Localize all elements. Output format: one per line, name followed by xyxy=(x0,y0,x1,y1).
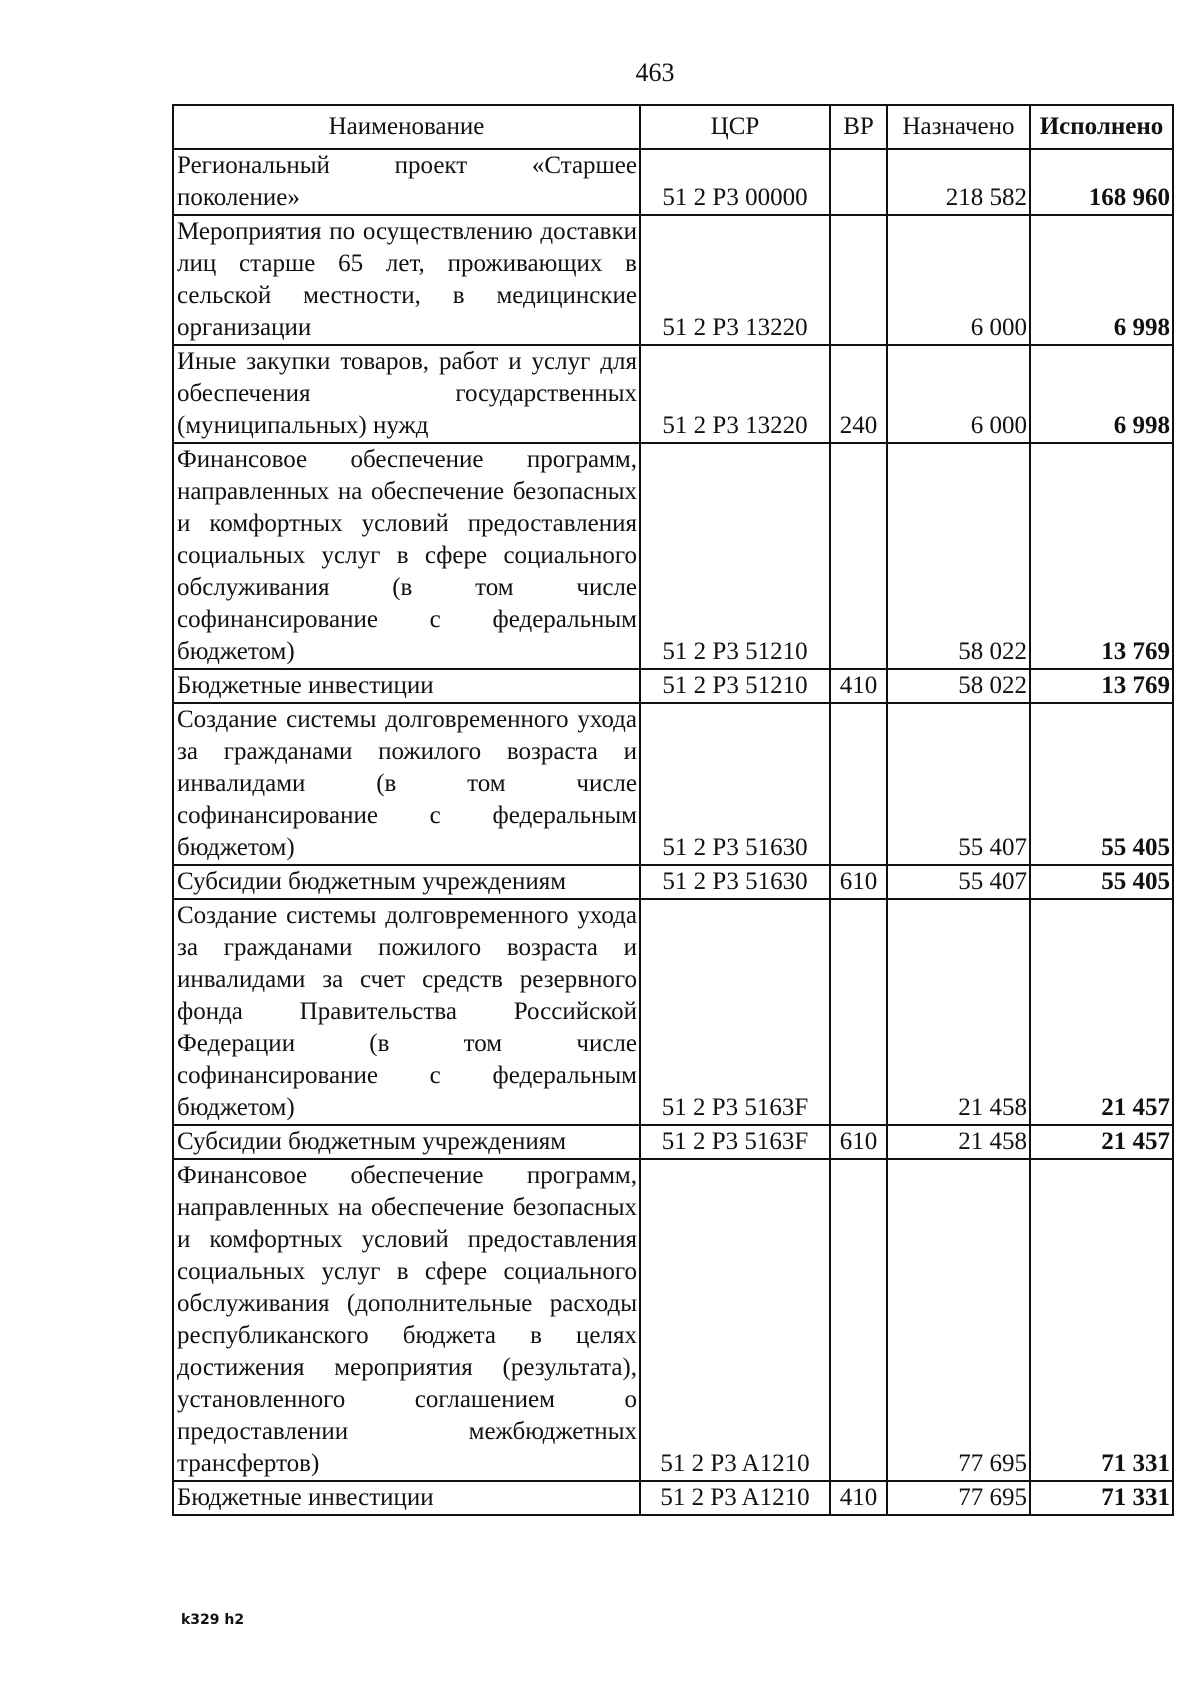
row-csr: 51 2 P3 00000 xyxy=(640,149,830,215)
footer-code: k329 h2 xyxy=(181,1612,245,1628)
row-csr: 51 2 P3 A1210 xyxy=(640,1159,830,1481)
table-row xyxy=(173,1481,1173,1515)
row-executed: 21 457 xyxy=(1030,899,1173,1125)
row-csr: 51 2 P3 13220 xyxy=(640,345,830,443)
row-planned: 58 022 xyxy=(887,669,1030,703)
row-planned: 55 407 xyxy=(887,865,1030,899)
row-executed: 55 405 xyxy=(1030,865,1173,899)
row-vr xyxy=(830,899,887,1125)
table-row xyxy=(173,899,1173,1125)
table-row xyxy=(173,345,1173,443)
row-executed: 71 331 xyxy=(1030,1159,1173,1481)
table-row xyxy=(173,703,1173,865)
row-name: Создание системы долговременного ухода за гражданами пожилого возраста и инвалидами (в том числе софинансирование с федеральным бюджетом) xyxy=(173,703,640,865)
row-csr: 51 2 P3 51210 xyxy=(640,669,830,703)
row-vr xyxy=(830,703,887,865)
row-csr: 51 2 P3 13220 xyxy=(640,215,830,345)
header-executed: Исполнено xyxy=(1030,105,1173,149)
row-executed: 168 960 xyxy=(1030,149,1173,215)
row-vr: 410 xyxy=(830,669,887,703)
row-vr xyxy=(830,215,887,345)
row-name: Финансовое обеспечение программ, направленных на обеспечение безопасных и комфортных условий предоставления социальных услуг в сфере социального обслуживания (в том числе софинансирование с федеральным бюджетом) xyxy=(173,443,640,669)
row-name: Бюджетные инвестиции xyxy=(173,1481,640,1515)
table-row xyxy=(173,1159,1173,1481)
table-header-row xyxy=(173,105,1173,149)
row-vr: 410 xyxy=(830,1481,887,1515)
table-row xyxy=(173,149,1173,215)
row-planned: 77 695 xyxy=(887,1481,1030,1515)
row-name: Субсидии бюджетным учреждениям xyxy=(173,865,640,899)
row-executed: 21 457 xyxy=(1030,1125,1173,1159)
row-planned: 6 000 xyxy=(887,215,1030,345)
row-name: Финансовое обеспечение программ, направленных на обеспечение безопасных и комфортных условий предоставления социальных услуг в сфере социального обслуживания (дополнительные расходы республиканского бюджета в целях достижения мероприятия (результата), установленного соглашением о предоставлении межбюджетных трансфертов) xyxy=(173,1159,640,1481)
row-csr: 51 2 P3 51630 xyxy=(640,865,830,899)
row-executed: 6 998 xyxy=(1030,215,1173,345)
row-planned: 6 000 xyxy=(887,345,1030,443)
row-name: Региональный проект «Старшее поколение» xyxy=(173,149,640,215)
row-executed: 55 405 xyxy=(1030,703,1173,865)
row-planned: 55 407 xyxy=(887,703,1030,865)
row-vr xyxy=(830,149,887,215)
header-vr: ВР xyxy=(830,105,887,149)
table-row xyxy=(173,443,1173,669)
row-planned: 58 022 xyxy=(887,443,1030,669)
row-csr: 51 2 P3 A1210 xyxy=(640,1481,830,1515)
row-planned: 21 458 xyxy=(887,1125,1030,1159)
row-name: Бюджетные инвестиции xyxy=(173,669,640,703)
row-planned: 21 458 xyxy=(887,899,1030,1125)
table-row xyxy=(173,215,1173,345)
table-row xyxy=(173,1125,1173,1159)
row-vr xyxy=(830,1159,887,1481)
table-row xyxy=(173,669,1173,703)
row-csr: 51 2 P3 5163F xyxy=(640,1125,830,1159)
row-vr xyxy=(830,443,887,669)
row-csr: 51 2 P3 51210 xyxy=(640,443,830,669)
row-executed: 13 769 xyxy=(1030,443,1173,669)
row-csr: 51 2 P3 5163F xyxy=(640,899,830,1125)
page-number: 463 xyxy=(635,58,675,87)
row-name: Создание системы долговременного ухода за гражданами пожилого возраста и инвалидами за счет средств резервного фонда Правительства Российской Федерации (в том числе софинансирование с федеральным бюджетом) xyxy=(173,899,640,1125)
header-planned: Назначено xyxy=(887,105,1030,149)
row-name: Мероприятия по осуществлению доставки лиц старше 65 лет, проживающих в сельской местности, в медицинские организации xyxy=(173,215,640,345)
row-executed: 6 998 xyxy=(1030,345,1173,443)
header-csr: ЦСР xyxy=(640,105,830,149)
row-name: Субсидии бюджетным учреждениям xyxy=(173,1125,640,1159)
row-vr: 610 xyxy=(830,1125,887,1159)
row-vr: 240 xyxy=(830,345,887,443)
row-executed: 71 331 xyxy=(1030,1481,1173,1515)
row-vr: 610 xyxy=(830,865,887,899)
row-executed: 13 769 xyxy=(1030,669,1173,703)
header-name: Наименование xyxy=(173,105,640,149)
row-csr: 51 2 P3 51630 xyxy=(640,703,830,865)
table-row xyxy=(173,865,1173,899)
budget-table xyxy=(172,104,1174,1516)
row-name: Иные закупки товаров, работ и услуг для обеспечения государственных (муниципальных) нужд xyxy=(173,345,640,443)
row-planned: 218 582 xyxy=(887,149,1030,215)
row-planned: 77 695 xyxy=(887,1159,1030,1481)
